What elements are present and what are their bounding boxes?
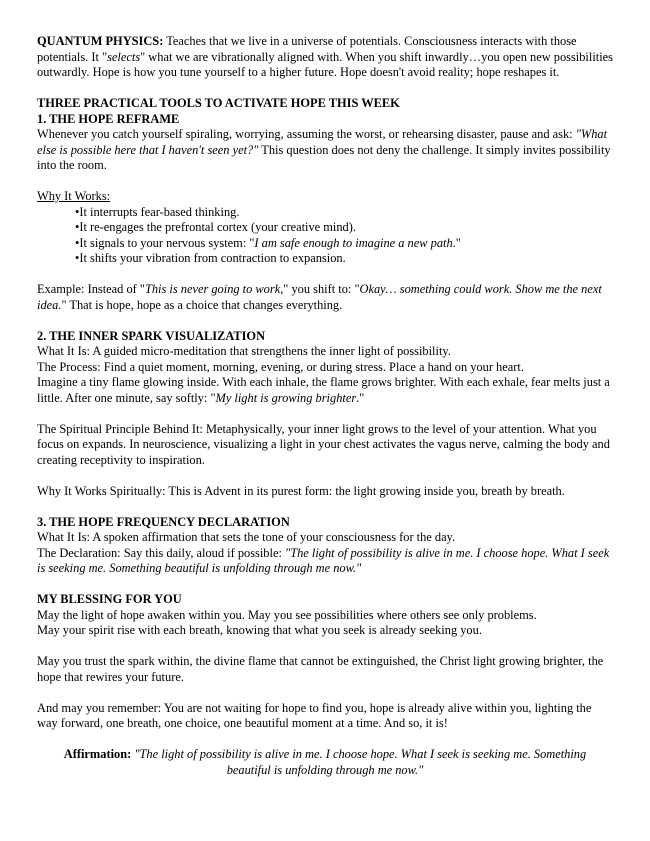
affirmation-text: "The light of possibility is alive in me. I choose hope. What I seek is seeking me. Something beautiful is unfolding through me now." <box>131 747 587 777</box>
quantum-paragraph: QUANTUM PHYSICS: Teaches that we live in a universe of potentials. Consciousness interacts with those potentials. It "selects" what we are vibrationally aligned with. When you shift inwardly…you open new possibilities outwardly. Hope is how you tune yourself to a higher future. Hope doesn't avoid reality; hope reshapes it. <box>37 34 613 79</box>
tool3-heading: 3. THE HOPE FREQUENCY DECLARATION <box>37 514 290 529</box>
affirmation <box>37 747 613 778</box>
why-it-works-label: Why It Works: <box>37 189 111 203</box>
why-it-works-list <box>37 205 613 267</box>
list-item: • It re-engages the prefrontal cortex (your creative mind). <box>75 220 613 236</box>
blessing-line-2: May your spirit rise with each breath, knowing that what you seek is already seeking you. <box>37 623 482 637</box>
tool2-imagine: Imagine a tiny flame glowing inside. With each inhale, the flame grows brighter. With each exhale, fear melts just a little. After one minute, say softly: "My light is growing brighter." <box>37 375 610 405</box>
tool2-process: The Process: Find a quiet moment, morning, evening, or during stress. Place a hand on your heart. <box>37 359 524 374</box>
tool3-declaration: The Declaration: Say this daily, aloud if possible: "The light of possibility is alive in me. I choose hope. What I seek is seeking me. Something beautiful is unfolding through me now." <box>37 545 610 575</box>
blessing-line-1: May the light of hope awaken within you. May you see possibilities where others see only problems. <box>37 607 537 622</box>
tool1-heading: 1. THE HOPE REFRAME <box>37 111 180 126</box>
tool2-principle: The Spiritual Principle Behind It: Metaphysically, your inner light grows to the level of your attention. What you focus on expands. In neuroscience, visualizing a light in your chest activates the vagus nerve, calming the body and creating receptivity to inspiration. <box>37 421 610 467</box>
list-item: • It interrupts fear-based thinking. <box>75 205 613 221</box>
tool2-why: Why It Works Spiritually: This is Advent in its purest form: the light growing inside you, breath by breath. <box>37 483 565 498</box>
tool3-what: What It Is: A spoken affirmation that sets the tone of your consciousness for the day. <box>37 530 456 544</box>
tools-heading: THREE PRACTICAL TOOLS TO ACTIVATE HOPE THIS WEEK <box>37 96 400 110</box>
tool1-paragraph: Whenever you catch yourself spiraling, worrying, assuming the worst, or rehearsing disaster, pause and ask: "What else is possible here that I haven't seen yet?" This question does not deny the challenge. It simply invites possibility into the room. <box>37 127 611 172</box>
blessing-heading: MY BLESSING FOR YOU <box>37 592 182 606</box>
list-item: • It shifts your vibration from contraction to expansion. <box>75 251 613 267</box>
quantum-heading: QUANTUM PHYSICS: <box>37 34 164 48</box>
blessing-paragraph-4: And may you remember: You are not waiting for hope to find you, hope is already alive within you, lighting the way forward, one breath, one choice, one beautiful moment at a time. And so, it is! <box>37 700 592 730</box>
example-paragraph: Example: Instead of "This is never going to work," you shift to: "Okay… something could work. Show me the next idea." That is hope, hope as a choice that changes everything. <box>37 282 602 312</box>
tool2-what: What It Is: A guided micro-meditation that strengthens the inner light of possibility. <box>37 344 451 358</box>
list-item: • It signals to your nervous system: "I am safe enough to imagine a new path." <box>75 236 613 252</box>
blessing-paragraph-3: May you trust the spark within, the divine flame that cannot be extinguished, the Christ light growing brighter, the hope that rewires your future. <box>37 654 604 684</box>
tool2-heading: 2. THE INNER SPARK VISUALIZATION <box>37 328 266 343</box>
affirmation-label: Affirmation: <box>63 747 132 761</box>
